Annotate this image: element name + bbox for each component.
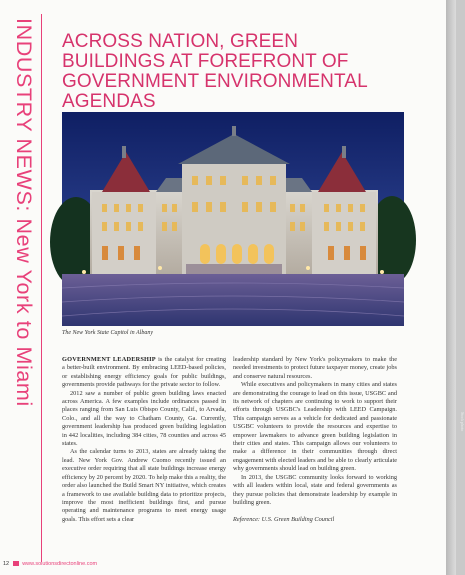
paragraph: 2012 saw a number of public green building laws enacted across America. A few examples include ordinances passed in places ranging from San Luis Obispo County, Calif., to Arvada, Colo., and all the way to Chatham County, Ga. Currently, government leadership has produced green building legislation in 442 localities, including 384 cities, 78 counties and across 45 states. — [62, 389, 226, 448]
photo-credit: Stock photo — [460, 412, 465, 432]
page-edge-shadow — [446, 0, 456, 575]
section-side-title: INDUSTRY NEWS: New York to Miami — [12, 18, 36, 407]
article-column-right — [233, 356, 397, 525]
paragraph: While executives and policymakers in many cities and states are demonstrating the courage to lead on this issue, USGBC and its network of chapters are continuing to work to support their efforts through USGBC's Leadership with LEED Campaign. This campaign serves as a vehicle for dedicated and passionate USGBC volunteers to provide the resources and expertise to empower lawmakers to advance green building legislation in their cities and states. This campaign allows our volunteers to make a difference in their communities through direct engagement with elected leaders and be able to clearly articulate why governments should lead on building green. — [233, 381, 397, 473]
capitol-illustration — [62, 112, 404, 326]
footer-url[interactable]: www.solutionsdirectonline.com — [22, 561, 98, 567]
side-divider — [41, 14, 42, 562]
footer-bar-icon — [13, 561, 19, 566]
article-headline: ACROSS NATION, GREEN BUILDINGS AT FOREFRONT OF GOVERNMENT ENVIRONMENTAL AGENDAS — [62, 31, 368, 112]
page-number: 12 — [3, 561, 10, 567]
reference-note: Reference: U.S. Green Building Council — [233, 516, 335, 524]
paragraph: In 2013, the USGBC community looks forward to working with all leaders within local, state and federal governments as they pursue policies that demonstrate leadership by example in building green. — [233, 473, 397, 506]
article-column-left — [62, 356, 226, 524]
paragraph-text: is the catalyst for creating a better-built environment. By embracing LEED-based policies, or establishing energy efficiency goals for public buildings, governments provide pathways for the private sector to follow. — [62, 356, 226, 389]
photo-caption: The New York State Capitol in Albany — [62, 330, 154, 336]
lead-in: GOVERNMENT LEADERSHIP — [62, 356, 156, 363]
paragraph: leadership standard by New York's policymakers to make the needed investments to protect future taxpayer money, create jobs and conserve natural resources. — [233, 356, 397, 380]
paragraph — [62, 356, 226, 390]
page-footer — [3, 561, 97, 567]
paragraph: As the calendar turns to 2013, states are already taking the lead. New York Gov. Andrew Cuomo recently issued an executive order requiring that all state buildings increase energy efficiency by 20 percent by 2020. To help make this a reality, the order also launched the Build Smart NY initiative, which creates a framework to use available building data to prioritize projects, improve the most inefficient buildings first, and pursue operating and maintenance programs to meet energy usage goals. This effort sets a clear — [62, 448, 226, 523]
